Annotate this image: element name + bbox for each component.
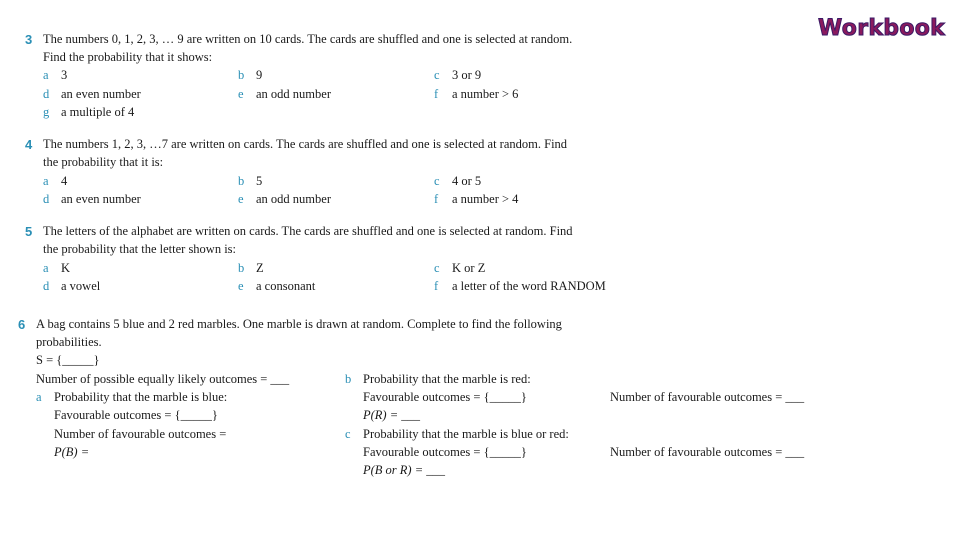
part-d: d a vowel (43, 279, 101, 293)
part-c: c 3 or 9 (434, 68, 482, 82)
part-c-title: c Probability that the marble is blue or red: (345, 427, 569, 441)
part-a-title: a Probability that the marble is blue: (36, 390, 228, 404)
question-stem: The numbers 0, 1, 2, 3, … 9 are written on 10 cards. The cards are shuffled and one is selected at random. (43, 32, 573, 46)
part-e: e a consonant (238, 279, 316, 293)
part-a-probability: P(B) = (54, 445, 90, 459)
part-a-favourable: Favourable outcomes = {_____} (54, 408, 218, 422)
question-stem: A bag contains 5 blue and 2 red marbles. One marble is drawn at random. Complete to find the following (36, 317, 562, 331)
part-a: a K (43, 261, 71, 275)
part-b: b Z (238, 261, 264, 275)
part-b: b 5 (238, 174, 263, 188)
question-stem: Find the probability that it shows: (43, 50, 213, 64)
workbook-badge: Workbook (818, 16, 946, 41)
part-c-count: Number of favourable outcomes = ___ (610, 445, 805, 459)
part-f: f a number > 4 (434, 192, 519, 206)
part-e: e an odd number (238, 87, 331, 101)
question-number: 5 (25, 224, 33, 239)
question-stem: The letters of the alphabet are written on cards. The cards are shuffled and one is selected at random. Find (43, 224, 573, 238)
part-e: e an odd number (238, 192, 331, 206)
part-b-favourable: Favourable outcomes = {_____} (363, 390, 527, 404)
possible-outcomes-line: Number of possible equally likely outcomes = ___ (36, 372, 290, 386)
part-c: c 4 or 5 (434, 174, 482, 188)
part-d: d an even number (43, 87, 141, 101)
part-a: a 3 (43, 68, 68, 82)
part-c-favourable: Favourable outcomes = {_____} (363, 445, 527, 459)
part-c-probability: P(B or R) = ___ (363, 463, 446, 477)
part-b: b 9 (238, 68, 263, 82)
question-stem: The numbers 1, 2, 3, …7 are written on cards. The cards are shuffled and one is selected at random. Find (43, 137, 568, 151)
part-f: f a letter of the word RANDOM (434, 279, 606, 293)
part-a-count: Number of favourable outcomes = (54, 427, 227, 441)
part-a: a 4 (43, 174, 68, 188)
part-f: f a number > 6 (434, 87, 519, 101)
question-number: 4 (25, 137, 33, 152)
question-stem: the probability that the letter shown is: (43, 242, 237, 256)
sample-space-line: S = {_____} (36, 353, 100, 367)
part-b-count: Number of favourable outcomes = ___ (610, 390, 805, 404)
question-stem: probabilities. (36, 335, 102, 349)
part-g: g a multiple of 4 (43, 105, 135, 119)
question-number: 3 (25, 32, 33, 47)
question-stem: the probability that it is: (43, 155, 164, 169)
part-d: d an even number (43, 192, 141, 206)
part-b-title: b Probability that the marble is red: (345, 372, 531, 386)
part-b-probability: P(R) = ___ (363, 408, 421, 422)
part-c: c K or Z (434, 261, 486, 275)
question-number: 6 (18, 317, 26, 332)
